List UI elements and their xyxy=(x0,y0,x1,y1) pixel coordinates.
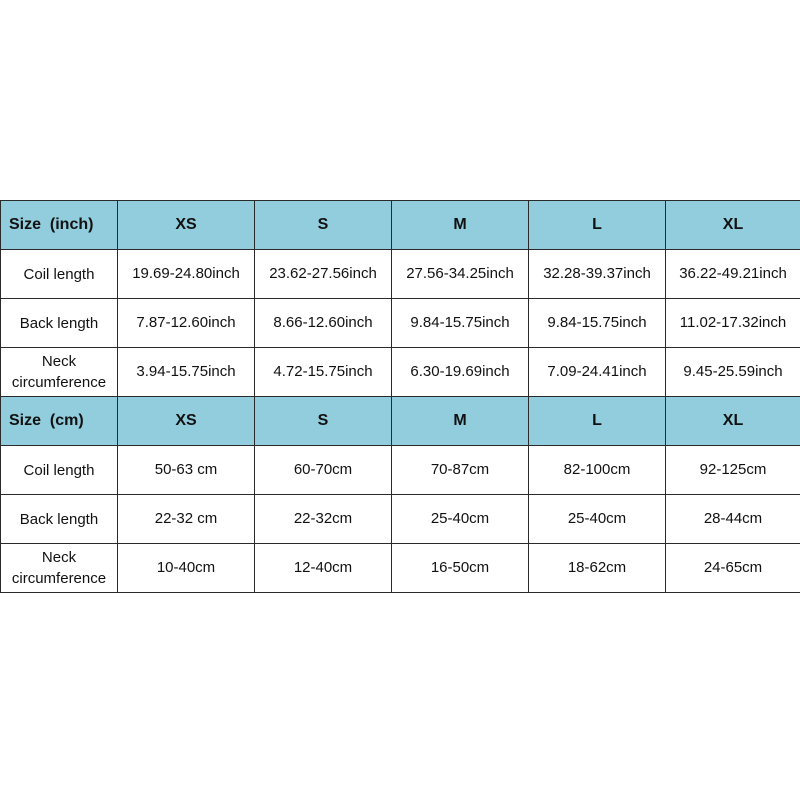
table-cell: 9.84-15.75inch xyxy=(529,299,666,348)
table-cell: 6.30-19.69inch xyxy=(392,348,529,397)
table-cell: 7.87-12.60inch xyxy=(118,299,255,348)
table-cell: 32.28-39.37inch xyxy=(529,250,666,299)
size-chart xyxy=(0,200,800,593)
row-label: Back length xyxy=(1,495,118,544)
table-cell: 24-65cm xyxy=(666,544,800,593)
table-cell: 4.72-15.75inch xyxy=(255,348,392,397)
table-cell: 8.66-12.60inch xyxy=(255,299,392,348)
coil-length-inch-row xyxy=(1,250,800,299)
table-cell: 16-50cm xyxy=(392,544,529,593)
table-cell: 10-40cm xyxy=(118,544,255,593)
table-cell: 92-125cm xyxy=(666,446,800,495)
table-cell: 11.02-17.32inch xyxy=(666,299,800,348)
size-table xyxy=(0,200,800,593)
size-header-l: L xyxy=(529,397,666,446)
size-header-s: S xyxy=(255,201,392,250)
size-header-m: M xyxy=(392,397,529,446)
table-cell: 3.94-15.75inch xyxy=(118,348,255,397)
table-cell: 28-44cm xyxy=(666,495,800,544)
table-cell: 7.09-24.41inch xyxy=(529,348,666,397)
size-header-m: M xyxy=(392,201,529,250)
table-cell: 70-87cm xyxy=(392,446,529,495)
neck-circumference-inch-row xyxy=(1,348,800,397)
size-header-xs: XS xyxy=(118,201,255,250)
size-header-s: S xyxy=(255,397,392,446)
table-cell: 36.22-49.21inch xyxy=(666,250,800,299)
row-label: Coil length xyxy=(1,250,118,299)
inch-header-row xyxy=(1,201,800,250)
back-length-inch-row xyxy=(1,299,800,348)
table-cell: 27.56-34.25inch xyxy=(392,250,529,299)
table-cell: 25-40cm xyxy=(529,495,666,544)
back-length-cm-row xyxy=(1,495,800,544)
table-cell: 23.62-27.56inch xyxy=(255,250,392,299)
table-cell: 82-100cm xyxy=(529,446,666,495)
table-cell: 22-32cm xyxy=(255,495,392,544)
neck-circumference-cm-row xyxy=(1,544,800,593)
table-cell: 19.69-24.80inch xyxy=(118,250,255,299)
table-cell: 50-63 cm xyxy=(118,446,255,495)
table-cell: 18-62cm xyxy=(529,544,666,593)
size-header-l: L xyxy=(529,201,666,250)
table-cell: 22-32 cm xyxy=(118,495,255,544)
size-cm-header: Size (cm) xyxy=(1,397,118,446)
cm-header-row xyxy=(1,397,800,446)
table-cell: 9.84-15.75inch xyxy=(392,299,529,348)
table-cell: 9.45-25.59inch xyxy=(666,348,800,397)
size-header-xs: XS xyxy=(118,397,255,446)
row-label: Back length xyxy=(1,299,118,348)
table-cell: 12-40cm xyxy=(255,544,392,593)
size-header-xl: XL xyxy=(666,397,800,446)
row-label: Neck circumference xyxy=(1,544,118,593)
coil-length-cm-row xyxy=(1,446,800,495)
size-inch-header: Size (inch) xyxy=(1,201,118,250)
table-cell: 60-70cm xyxy=(255,446,392,495)
row-label: Coil length xyxy=(1,446,118,495)
row-label: Neck circumference xyxy=(1,348,118,397)
table-cell: 25-40cm xyxy=(392,495,529,544)
size-header-xl: XL xyxy=(666,201,800,250)
